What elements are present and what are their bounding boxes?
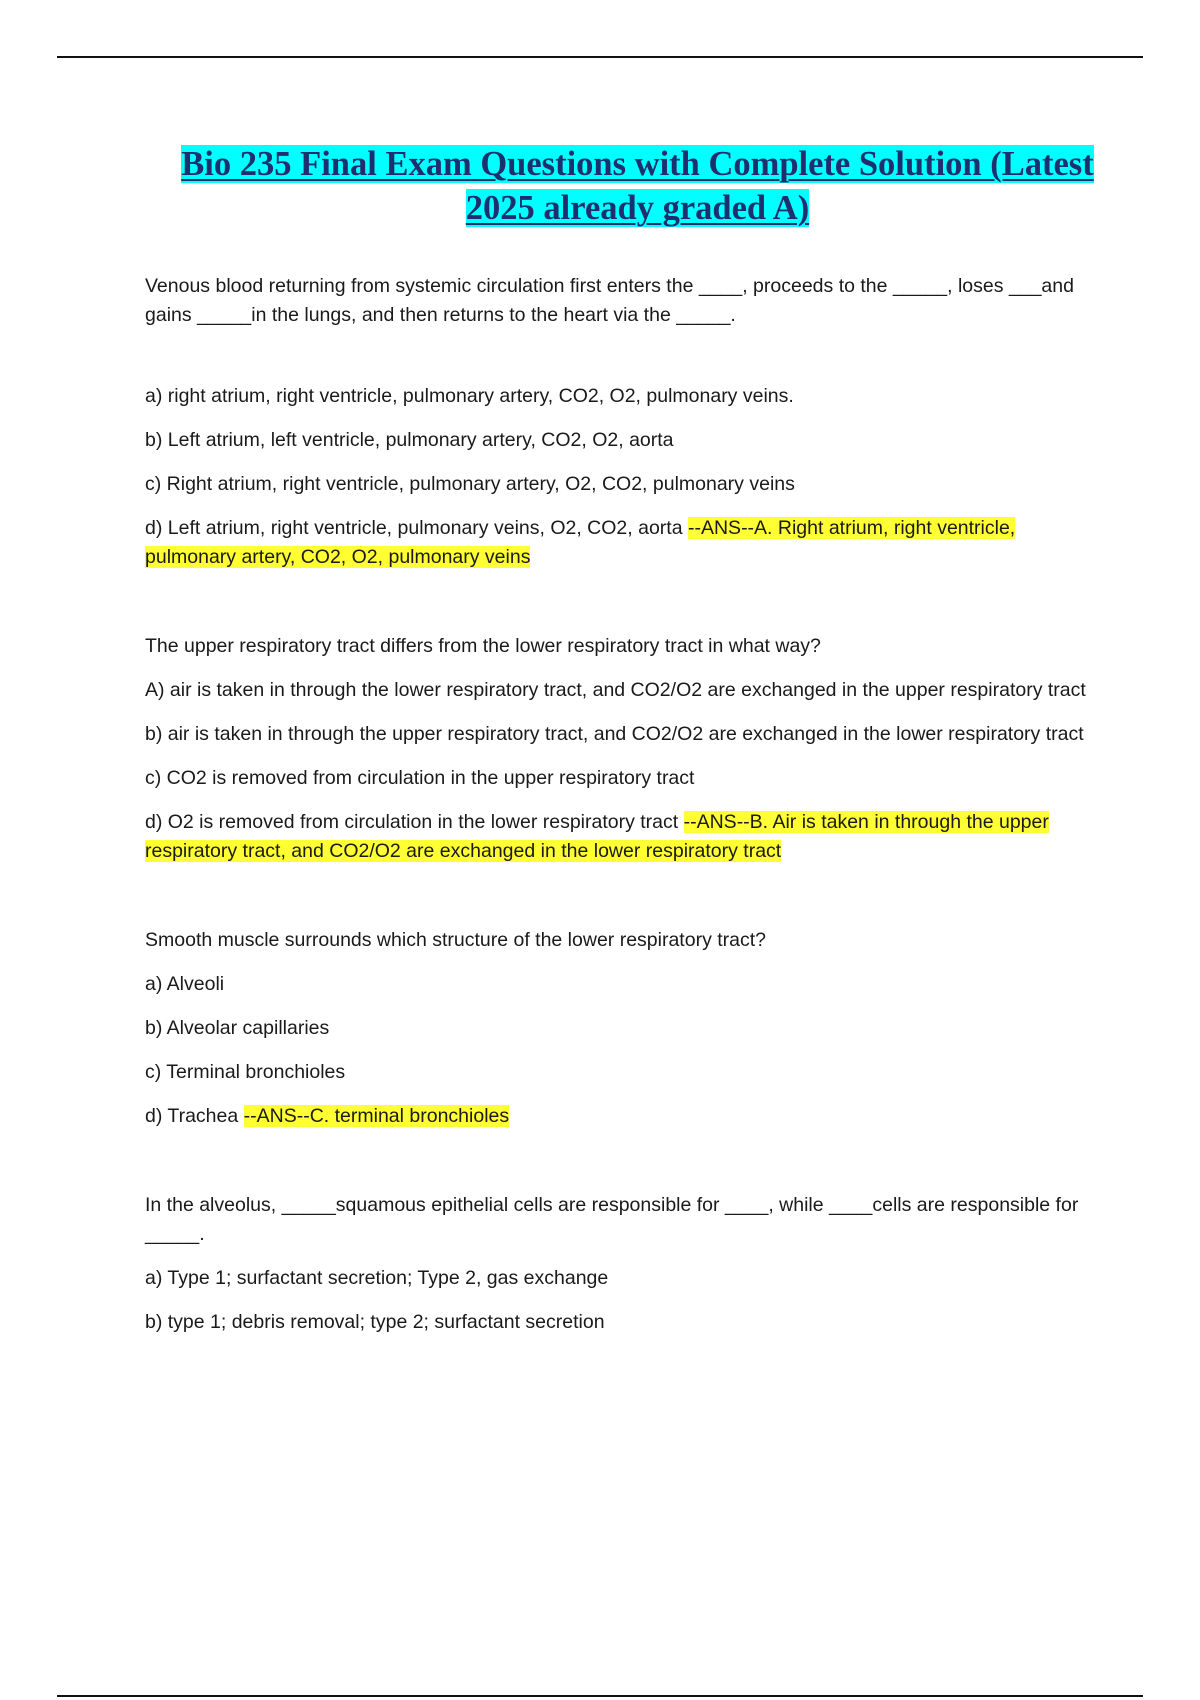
option-d-text: d) Trachea <box>145 1105 239 1127</box>
option-b: b) Left atrium, left ventricle, pulmonary artery, CO2, O2, aorta <box>145 429 674 451</box>
answer-highlight: --ANS--C. terminal bronchioles <box>243 1105 510 1127</box>
option-c: c) Terminal bronchioles <box>145 1061 346 1083</box>
option-b: b) Alveolar capillaries <box>145 1017 330 1039</box>
question-block-2 <box>145 632 1100 866</box>
question-prompt: The upper respiratory tract differs from the lower respiratory tract in what way? <box>145 635 821 657</box>
option-a: A) air is taken in through the lower respiratory tract, and CO2/O2 are exchanged in the upper respiratory tract <box>145 679 1086 701</box>
header-rule <box>57 56 1143 58</box>
document-title <box>145 142 1130 230</box>
option-a: a) right atrium, right ventricle, pulmonary artery, CO2, O2, pulmonary veins. <box>145 385 794 407</box>
option-c: c) Right atrium, right ventricle, pulmonary artery, O2, CO2, pulmonary veins <box>145 473 795 495</box>
question-prompt: In the alveolus, _____squamous epithelial cells are responsible for ____, while ____cells are responsible for _____. <box>145 1194 1079 1245</box>
question-prompt: Venous blood returning from systemic circulation first enters the ____, proceeds to the _____, loses ___and gains _____in the lungs, and then returns to the heart via the _____. <box>145 275 1074 326</box>
option-a: a) Alveoli <box>145 973 225 995</box>
option-c: c) CO2 is removed from circulation in the upper respiratory tract <box>145 767 695 789</box>
option-b: b) air is taken in through the upper respiratory tract, and CO2/O2 are exchanged in the lower respiratory tract <box>145 723 1084 745</box>
option-d-text: d) O2 is removed from circulation in the lower respiratory tract <box>145 811 679 833</box>
question-prompt: Smooth muscle surrounds which structure of the lower respiratory tract? <box>145 929 767 951</box>
question-block-1 <box>145 272 1100 572</box>
option-d <box>145 1102 1100 1131</box>
option-a: a) Type 1; surfactant secretion; Type 2, gas exchange <box>145 1267 609 1289</box>
option-d <box>145 514 1100 572</box>
answer-highlight: --ANS--B. Air is taken in through the upper respiratory tract, and CO2/O2 are exchanged in the lower respiratory tract <box>145 811 1049 862</box>
document-title-text: Bio 235 Final Exam Questions with Complete Solution (Latest 2025 already graded A) <box>181 145 1094 227</box>
option-b: b) type 1; debris removal; type 2; surfactant secretion <box>145 1311 605 1333</box>
option-d-text: d) Left atrium, right ventricle, pulmonary veins, O2, CO2, aorta <box>145 517 683 539</box>
answer-highlight: --ANS--A. Right atrium, right ventricle, pulmonary artery, CO2, O2, pulmonary veins <box>145 517 1016 568</box>
footer-rule <box>57 1695 1143 1697</box>
question-block-4 <box>145 1191 1100 1337</box>
question-block-3 <box>145 926 1100 1131</box>
option-d <box>145 808 1100 866</box>
question-list <box>145 272 1100 1337</box>
